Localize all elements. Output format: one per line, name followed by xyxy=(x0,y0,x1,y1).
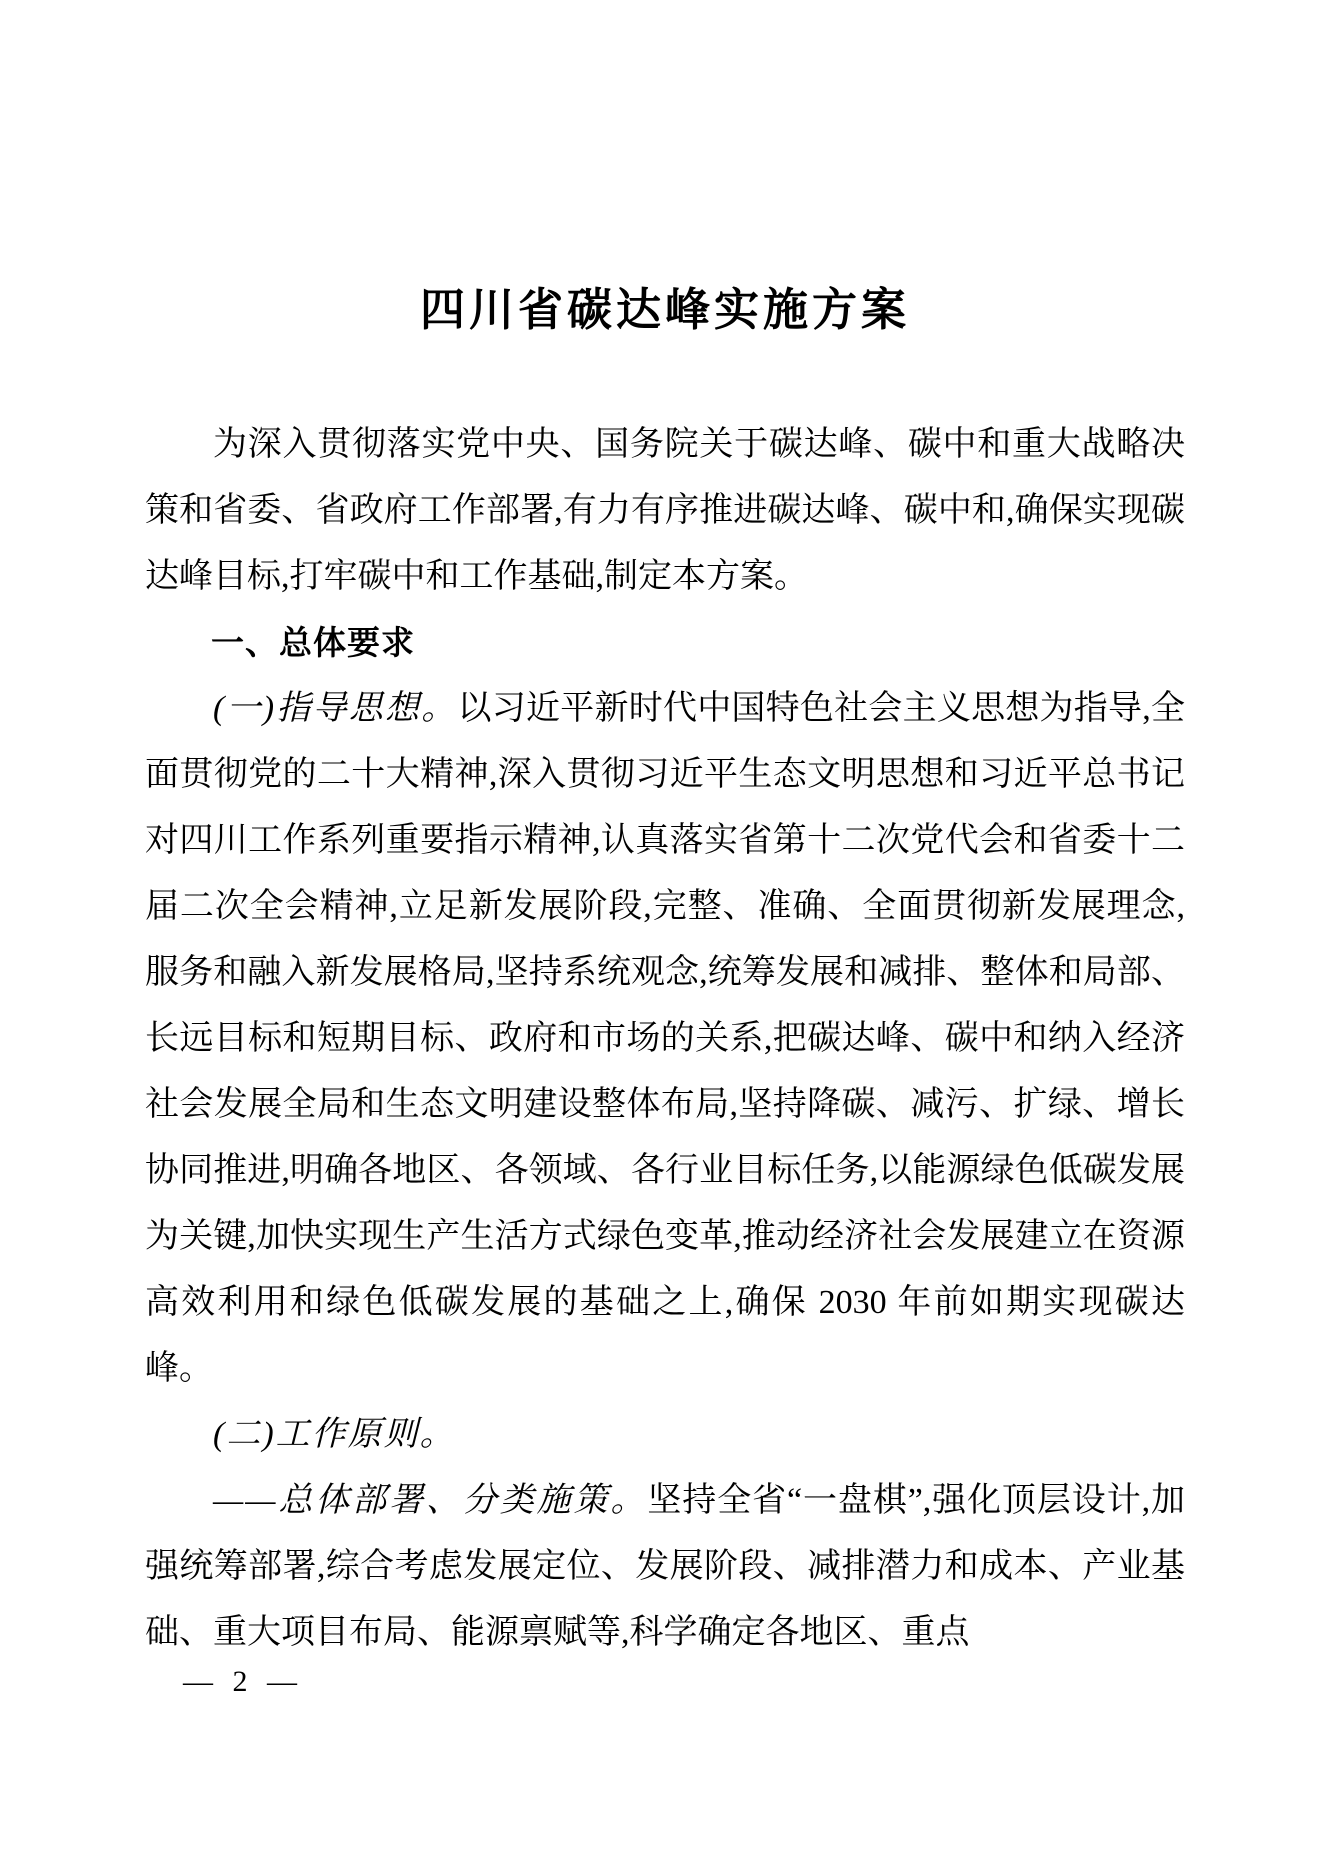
work-principles-lead: (二)工作原则。 xyxy=(213,1416,456,1453)
deployment-text: 坚持全省“一盘棋”,强化顶层设计,加强统筹部署,综合考虑发展定位、发展阶段、减排潜力和成本、产业基础、重大项目布局、能源禀赋等,科学确定各地区、重点 xyxy=(145,1482,1185,1651)
page-number: — 2 — xyxy=(183,1665,303,1698)
guiding-thought-lead: (一)指导思想。 xyxy=(213,690,458,727)
guiding-thought-text: 以习近平新时代中国特色社会主义思想为指导,全面贯彻党的二十大精神,深入贯彻习近平生态文明思想和习近平总书记对四川工作系列重要指示精神,认真落实省第十二次党代会和省委十二届二次全会精神,立足新发展阶段,完整、准确、全面贯彻新发展理念,服务和融入新发展格局,坚持系统观念,统筹发展和减排、整体和局部、长远目标和短期目标、政府和市场的关系,把碳达峰、碳中和纳入经济社会发展全局和生态文明建设整体布局,坚持降碳、减污、扩绿、增长协同推进,明确各地区、各领域、各行业目标任务,以能源绿色低碳发展为关键,加快实现生产生活方式绿色变革,推动经济社会发展建立在资源高效利用和绿色低碳发展的基础之上,确保 2030 年前如期实现碳达峰。 xyxy=(145,690,1186,1387)
document-title: 四川省碳达峰实施方案 xyxy=(419,285,910,335)
guiding-thought-paragraph xyxy=(145,676,1185,1402)
deployment-paragraph xyxy=(145,1468,1185,1666)
intro-paragraph: 为深入贯彻落实党中央、国务院关于碳达峰、碳中和重大战略决策和省委、省政府工作部署,有力有序推进碳达峰、碳中和,确保实现碳达峰目标,打牢碳中和工作基础,制定本方案。 xyxy=(145,426,1185,595)
deployment-lead: ——总体部署、分类施策。 xyxy=(213,1482,648,1519)
document-body xyxy=(145,412,1185,1666)
work-principles-heading xyxy=(145,1402,1185,1468)
section-heading-overall-requirements: 一、总体要求 xyxy=(211,624,415,661)
